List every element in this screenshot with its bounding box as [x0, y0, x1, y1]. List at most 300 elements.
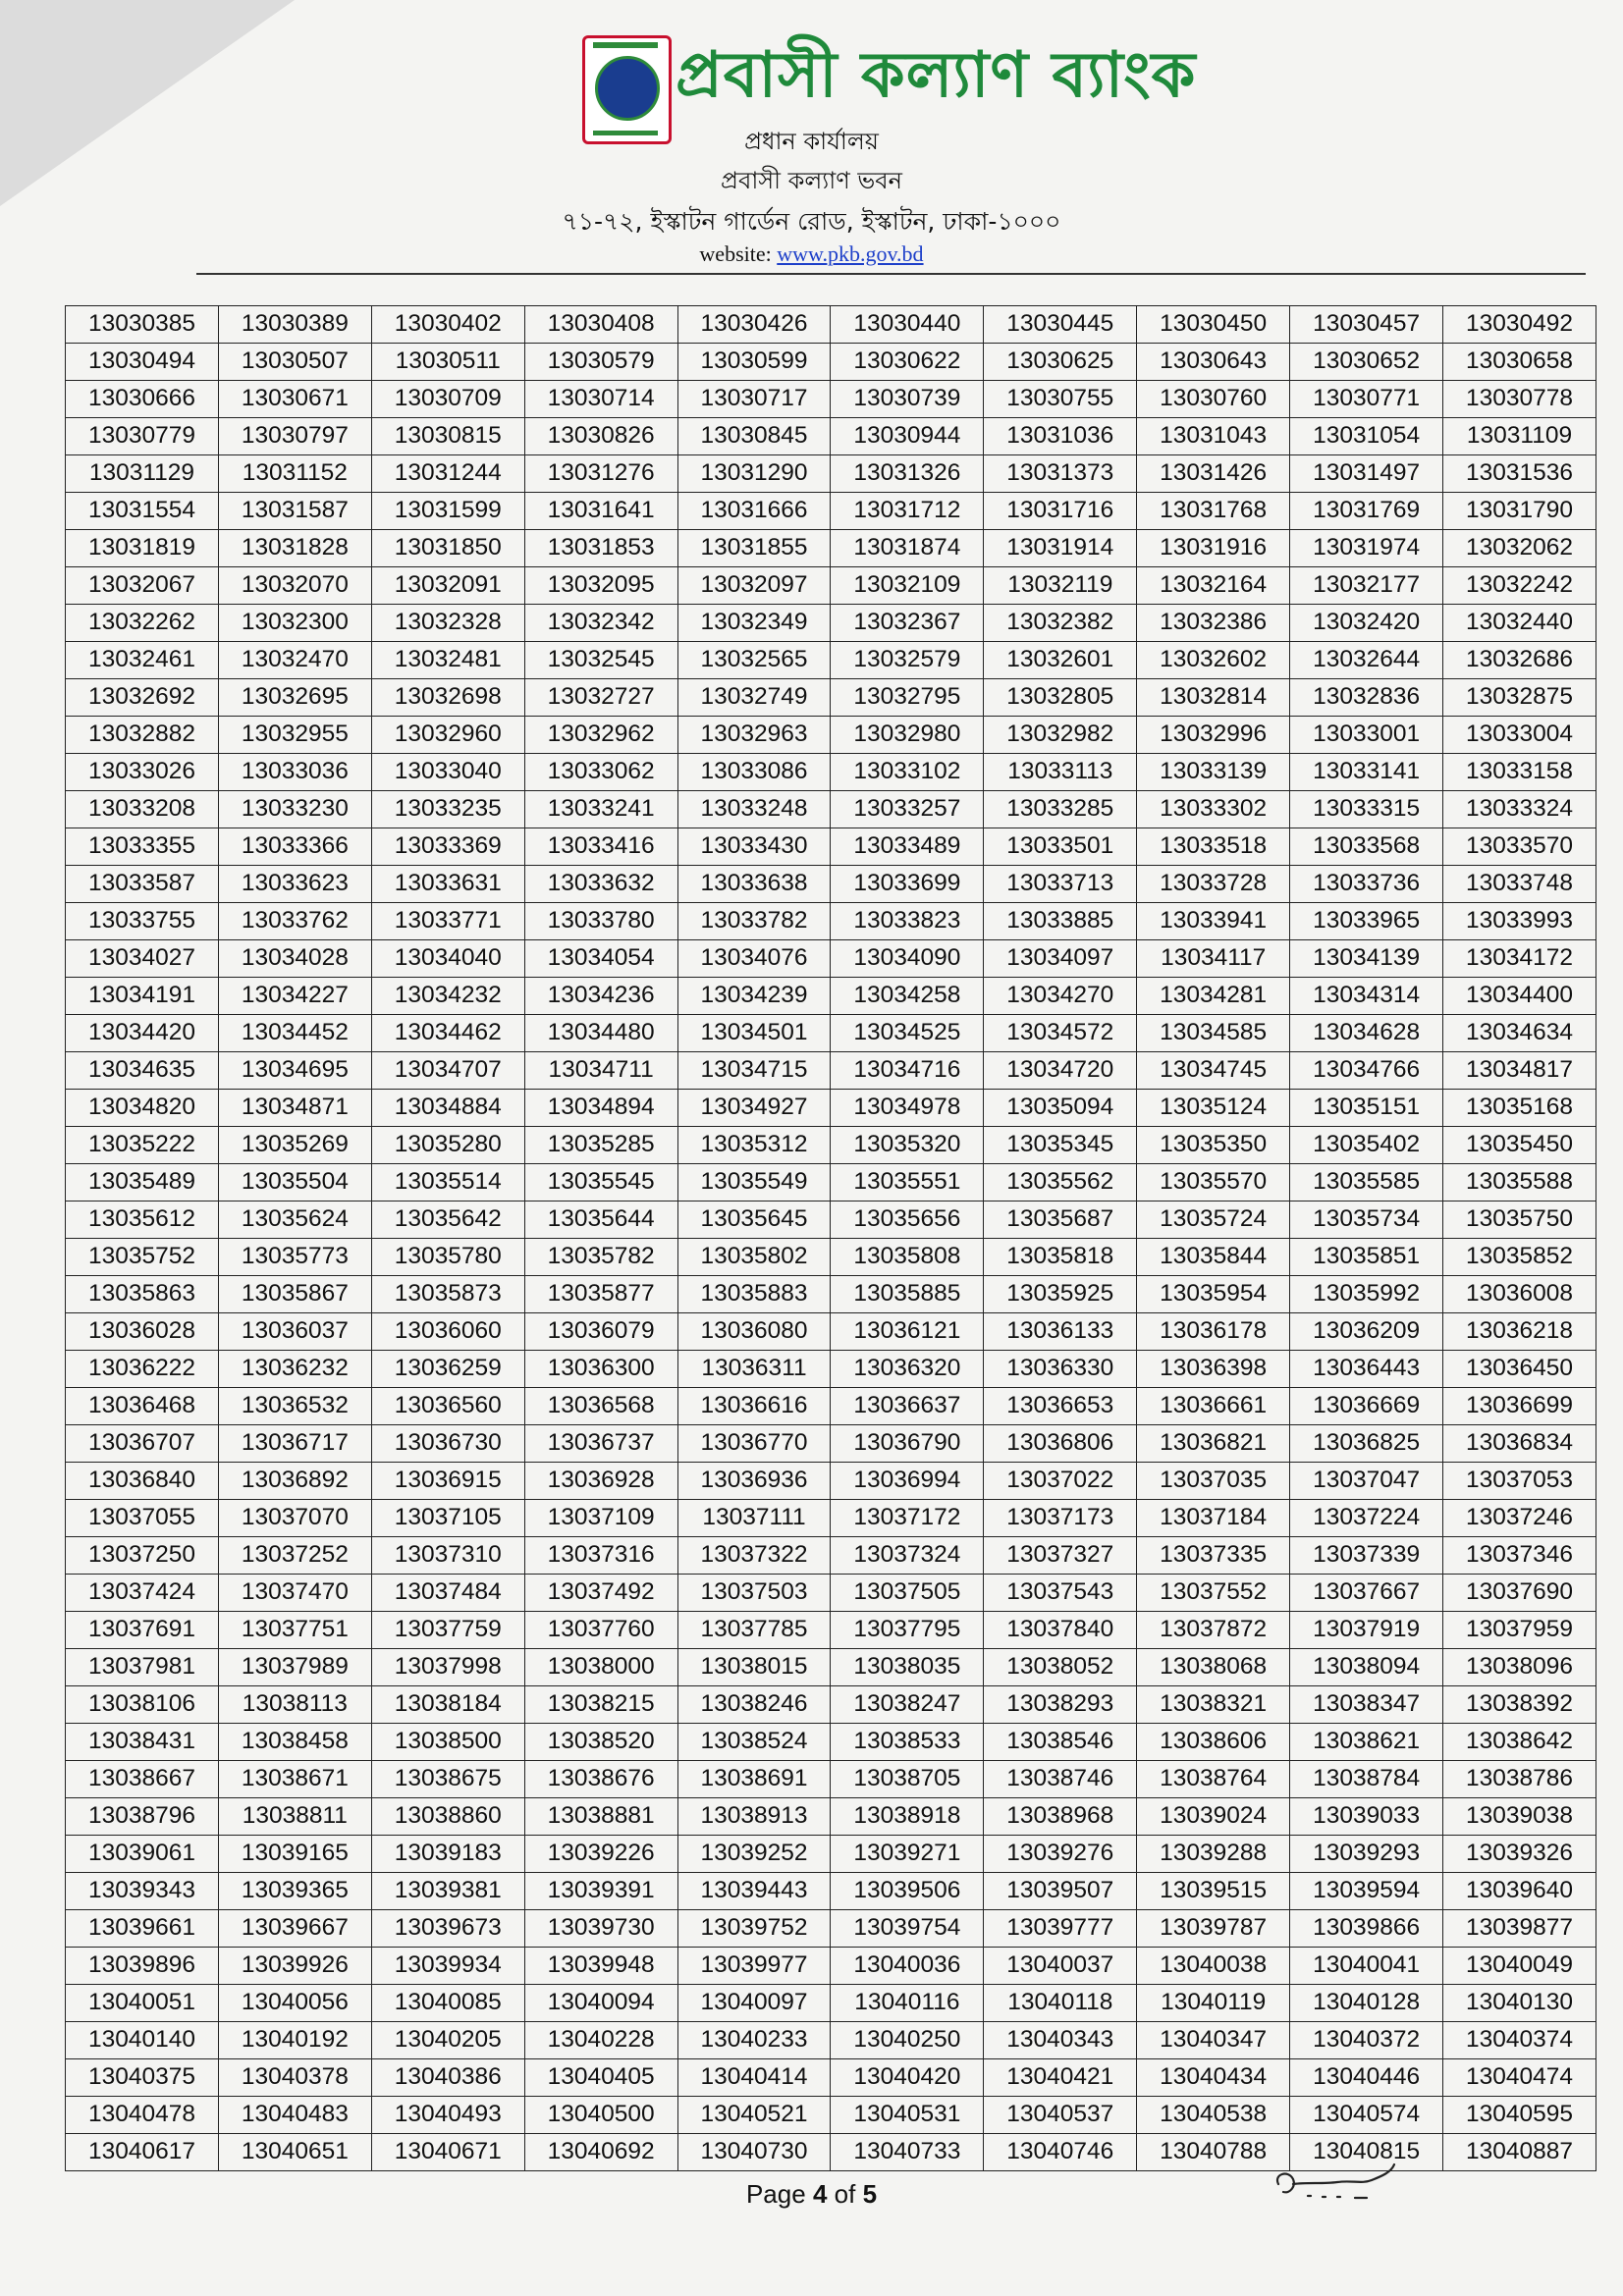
table-cell: 13038918 — [831, 1798, 984, 1836]
table-cell: 13038293 — [984, 1686, 1137, 1724]
table-cell: 13032749 — [677, 679, 831, 717]
table-cell: 13037989 — [218, 1649, 371, 1686]
table-cell: 13038968 — [984, 1798, 1137, 1836]
table-cell: 13032875 — [1443, 679, 1596, 717]
table-cell: 13034097 — [984, 940, 1137, 978]
table-row — [66, 1948, 1596, 1985]
table-cell: 13036300 — [524, 1351, 677, 1388]
table-cell: 13030666 — [66, 381, 219, 418]
table-cell: 13033623 — [218, 866, 371, 903]
table-cell: 13031716 — [984, 493, 1137, 530]
table-cell: 13033570 — [1443, 828, 1596, 866]
table-cell: 13037470 — [218, 1575, 371, 1612]
table-cell: 13037760 — [524, 1612, 677, 1649]
table-cell: 13034585 — [1137, 1015, 1290, 1052]
table-cell: 13034191 — [66, 978, 219, 1015]
table-cell: 13035644 — [524, 1201, 677, 1239]
table-row — [66, 642, 1596, 679]
table-row — [66, 828, 1596, 866]
table-cell: 13034715 — [677, 1052, 831, 1090]
table-cell: 13036218 — [1443, 1313, 1596, 1351]
table-cell: 13037795 — [831, 1612, 984, 1649]
table-cell: 13033713 — [984, 866, 1137, 903]
table-cell: 13035802 — [677, 1239, 831, 1276]
table-cell: 13040140 — [66, 2022, 219, 2059]
table-cell: 13032565 — [677, 642, 831, 679]
table-cell: 13034628 — [1290, 1015, 1443, 1052]
table-cell: 13031712 — [831, 493, 984, 530]
table-cell: 13036568 — [524, 1388, 677, 1425]
table-cell: 13037324 — [831, 1537, 984, 1575]
table-cell: 13035570 — [1137, 1164, 1290, 1201]
table-cell: 13040730 — [677, 2134, 831, 2171]
table-cell: 13033141 — [1290, 754, 1443, 791]
table-cell: 13040378 — [218, 2059, 371, 2097]
table-cell: 13039271 — [831, 1836, 984, 1873]
table-cell: 13040347 — [1137, 2022, 1290, 2059]
table-cell: 13036928 — [524, 1463, 677, 1500]
table-cell: 13037751 — [218, 1612, 371, 1649]
table-cell: 13038052 — [984, 1649, 1137, 1686]
table-cell: 13038764 — [1137, 1761, 1290, 1798]
table-row — [66, 1873, 1596, 1910]
table-cell: 13033026 — [66, 754, 219, 791]
table-cell: 13039276 — [984, 1836, 1137, 1873]
table-cell: 13039926 — [218, 1948, 371, 1985]
table-cell: 13031426 — [1137, 455, 1290, 493]
table-cell: 13038675 — [371, 1761, 524, 1798]
table-cell: 13039730 — [524, 1910, 677, 1948]
table-cell: 13036060 — [371, 1313, 524, 1351]
table-cell: 13035885 — [831, 1276, 984, 1313]
table-cell: 13038784 — [1290, 1761, 1443, 1798]
table-cell: 13034927 — [677, 1090, 831, 1127]
table-cell: 13032481 — [371, 642, 524, 679]
table-cell: 13037691 — [66, 1612, 219, 1649]
table-cell: 13037173 — [984, 1500, 1137, 1537]
table-cell: 13037105 — [371, 1500, 524, 1537]
table-cell: 13040420 — [831, 2059, 984, 2097]
table-cell: 13030625 — [984, 344, 1137, 381]
table-row — [66, 306, 1596, 344]
table-cell: 13033248 — [677, 791, 831, 828]
table-cell: 13031373 — [984, 455, 1137, 493]
table-cell: 13033315 — [1290, 791, 1443, 828]
table-cell: 13039948 — [524, 1948, 677, 1985]
address: ৭১-৭২, ইস্কাটন গার্ডেন রোড, ইস্কাটন, ঢাকা-১০০০ — [562, 207, 1061, 236]
table-cell: 13036468 — [66, 1388, 219, 1425]
table-cell: 13035873 — [371, 1276, 524, 1313]
table-cell: 13032602 — [1137, 642, 1290, 679]
table-cell: 13038533 — [831, 1724, 984, 1761]
table-cell: 13033631 — [371, 866, 524, 903]
table-cell: 13037759 — [371, 1612, 524, 1649]
table-cell: 13037327 — [984, 1537, 1137, 1575]
table-cell: 13031276 — [524, 455, 677, 493]
table-cell: 13033568 — [1290, 828, 1443, 866]
table-cell: 13032349 — [677, 605, 831, 642]
table-cell: 13030507 — [218, 344, 371, 381]
table-cell: 13032461 — [66, 642, 219, 679]
table-cell: 13036398 — [1137, 1351, 1290, 1388]
table-cell: 13034817 — [1443, 1052, 1596, 1090]
table-cell: 13037959 — [1443, 1612, 1596, 1649]
table-cell: 13032242 — [1443, 567, 1596, 605]
table-cell: 13035645 — [677, 1201, 831, 1239]
table-cell: 13040192 — [218, 2022, 371, 2059]
table-cell: 13040228 — [524, 2022, 677, 2059]
table-cell: 13033587 — [66, 866, 219, 903]
table-cell: 13033285 — [984, 791, 1137, 828]
table-cell: 13037316 — [524, 1537, 677, 1575]
table-cell: 13034707 — [371, 1052, 524, 1090]
table-cell: 13034420 — [66, 1015, 219, 1052]
table-cell: 13038691 — [677, 1761, 831, 1798]
table-cell: 13033762 — [218, 903, 371, 940]
table-cell: 13033699 — [831, 866, 984, 903]
id-table — [65, 305, 1596, 2171]
table-cell: 13034117 — [1137, 940, 1290, 978]
table-cell: 13040815 — [1290, 2134, 1443, 2171]
table-cell: 13037998 — [371, 1649, 524, 1686]
table-cell: 13031152 — [218, 455, 371, 493]
table-cell: 13030622 — [831, 344, 984, 381]
table-cell: 13033241 — [524, 791, 677, 828]
table-cell: 13030779 — [66, 418, 219, 455]
table-cell: 13032982 — [984, 717, 1137, 754]
table-cell: 13037981 — [66, 1649, 219, 1686]
table-cell: 13036008 — [1443, 1276, 1596, 1313]
table-cell: 13031914 — [984, 530, 1137, 567]
table-cell: 13040130 — [1443, 1985, 1596, 2022]
table-cell: 13036834 — [1443, 1425, 1596, 1463]
table-cell: 13030717 — [677, 381, 831, 418]
table-cell: 13036560 — [371, 1388, 524, 1425]
table-cell: 13034462 — [371, 1015, 524, 1052]
table-cell: 13037785 — [677, 1612, 831, 1649]
table-cell: 13034766 — [1290, 1052, 1443, 1090]
table-cell: 13040538 — [1137, 2097, 1290, 2134]
table-cell: 13036730 — [371, 1425, 524, 1463]
table-cell: 13040085 — [371, 1985, 524, 2022]
table-cell: 13036936 — [677, 1463, 831, 1500]
table-cell: 13037310 — [371, 1537, 524, 1575]
table-cell: 13035773 — [218, 1239, 371, 1276]
table-cell: 13038347 — [1290, 1686, 1443, 1724]
table-cell: 13039515 — [1137, 1873, 1290, 1910]
table-cell: 13032692 — [66, 679, 219, 717]
table-cell: 13040531 — [831, 2097, 984, 2134]
table-cell: 13034635 — [66, 1052, 219, 1090]
table-cell: 13032097 — [677, 567, 831, 605]
table-cell: 13030426 — [677, 306, 831, 344]
table-cell: 13040118 — [984, 1985, 1137, 2022]
table-cell: 13030450 — [1137, 306, 1290, 344]
table-cell: 13040537 — [984, 2097, 1137, 2134]
table-cell: 13030778 — [1443, 381, 1596, 418]
table-cell: 13035780 — [371, 1239, 524, 1276]
table-cell: 13031850 — [371, 530, 524, 567]
table-cell: 13035350 — [1137, 1127, 1290, 1164]
table-cell: 13034695 — [218, 1052, 371, 1090]
table-cell: 13035489 — [66, 1164, 219, 1201]
table-cell: 13035782 — [524, 1239, 677, 1276]
table-cell: 13036892 — [218, 1463, 371, 1500]
table-cell: 13035752 — [66, 1239, 219, 1276]
table-cell: 13032177 — [1290, 567, 1443, 605]
table-row — [66, 978, 1596, 1015]
table-cell: 13032795 — [831, 679, 984, 717]
table-row — [66, 1612, 1596, 1649]
table-cell: 13039640 — [1443, 1873, 1596, 1910]
table-cell: 13033993 — [1443, 903, 1596, 940]
table-cell: 13038705 — [831, 1761, 984, 1798]
table-cell: 13033518 — [1137, 828, 1290, 866]
table-cell: 13039934 — [371, 1948, 524, 1985]
table-cell: 13034139 — [1290, 940, 1443, 978]
table-cell: 13036653 — [984, 1388, 1137, 1425]
table-cell: 13038431 — [66, 1724, 219, 1761]
table-cell: 13038458 — [218, 1724, 371, 1761]
table-cell: 13036770 — [677, 1425, 831, 1463]
table-cell: 13032067 — [66, 567, 219, 605]
table-cell: 13035585 — [1290, 1164, 1443, 1201]
table-cell: 13033102 — [831, 754, 984, 791]
table-row — [66, 1127, 1596, 1164]
table-cell: 13034400 — [1443, 978, 1596, 1015]
table-cell: 13030408 — [524, 306, 677, 344]
table-cell: 13034480 — [524, 1015, 677, 1052]
table-cell: 13037667 — [1290, 1575, 1443, 1612]
table-cell: 13031853 — [524, 530, 677, 567]
table-cell: 13034236 — [524, 978, 677, 1015]
table-cell: 13037111 — [677, 1500, 831, 1537]
table-cell: 13034227 — [218, 978, 371, 1015]
table-cell: 13033062 — [524, 754, 677, 791]
table-cell: 13036259 — [371, 1351, 524, 1388]
table-cell: 13040250 — [831, 2022, 984, 2059]
table-cell: 13039594 — [1290, 1873, 1443, 1910]
table-row — [66, 1798, 1596, 1836]
table-row — [66, 1537, 1596, 1575]
table-cell: 13035551 — [831, 1164, 984, 1201]
table-cell: 13031054 — [1290, 418, 1443, 455]
table-cell: 13035285 — [524, 1127, 677, 1164]
table-cell: 13032328 — [371, 605, 524, 642]
table-cell: 13037055 — [66, 1500, 219, 1537]
table-cell: 13033004 — [1443, 717, 1596, 754]
table-row — [66, 1015, 1596, 1052]
table-cell: 13034028 — [218, 940, 371, 978]
table-cell: 13030402 — [371, 306, 524, 344]
table-cell: 13032695 — [218, 679, 371, 717]
table-row — [66, 1836, 1596, 1873]
table-cell: 13033158 — [1443, 754, 1596, 791]
table-cell: 13040434 — [1137, 2059, 1290, 2097]
table-cell: 13033139 — [1137, 754, 1290, 791]
table-cell: 13036669 — [1290, 1388, 1443, 1425]
table-cell: 13037335 — [1137, 1537, 1290, 1575]
header-divider — [196, 273, 1586, 275]
table-cell: 13032955 — [218, 717, 371, 754]
table-row — [66, 903, 1596, 940]
table-row — [66, 344, 1596, 381]
website-line — [0, 241, 1623, 267]
table-cell: 13030658 — [1443, 344, 1596, 381]
table-cell: 13036178 — [1137, 1313, 1290, 1351]
table-cell: 13040036 — [831, 1948, 984, 1985]
table-cell: 13040746 — [984, 2134, 1137, 2171]
table-cell: 13038860 — [371, 1798, 524, 1836]
table-cell: 13030797 — [218, 418, 371, 455]
table-cell: 13030494 — [66, 344, 219, 381]
table-cell: 13037047 — [1290, 1463, 1443, 1500]
letterhead — [0, 14, 1623, 274]
table-cell: 13036806 — [984, 1425, 1137, 1463]
table-cell: 13030652 — [1290, 344, 1443, 381]
table-cell: 13032342 — [524, 605, 677, 642]
table-cell: 13037246 — [1443, 1500, 1596, 1537]
table-cell: 13034027 — [66, 940, 219, 978]
table-cell: 13032262 — [66, 605, 219, 642]
table-cell: 13034076 — [677, 940, 831, 978]
table-row — [66, 1910, 1596, 1948]
table-cell: 13035612 — [66, 1201, 219, 1239]
table-cell: 13031290 — [677, 455, 831, 493]
table-cell: 13031874 — [831, 530, 984, 567]
table-row — [66, 1313, 1596, 1351]
table-cell: 13037224 — [1290, 1500, 1443, 1537]
website-link[interactable]: www.pkb.gov.bd — [777, 241, 924, 266]
table-cell: 13032836 — [1290, 679, 1443, 717]
table-cell: 13036790 — [831, 1425, 984, 1463]
table-cell: 13037184 — [1137, 1500, 1290, 1537]
table-cell: 13038676 — [524, 1761, 677, 1798]
table-cell: 13034090 — [831, 940, 984, 978]
table-cell: 13035750 — [1443, 1201, 1596, 1239]
table-cell: 13030579 — [524, 344, 677, 381]
table-cell: 13040617 — [66, 2134, 219, 2171]
table-row — [66, 1761, 1596, 1798]
table-cell: 13031244 — [371, 455, 524, 493]
table-cell: 13040116 — [831, 1985, 984, 2022]
table-cell: 13039507 — [984, 1873, 1137, 1910]
table-cell: 13040474 — [1443, 2059, 1596, 2097]
table-cell: 13034270 — [984, 978, 1137, 1015]
website-label: website: — [699, 241, 772, 266]
table-cell: 13031916 — [1137, 530, 1290, 567]
table-cell: 13036037 — [218, 1313, 371, 1351]
table-cell: 13033366 — [218, 828, 371, 866]
table-cell: 13040493 — [371, 2097, 524, 2134]
table-row — [66, 2097, 1596, 2134]
table-cell: 13033235 — [371, 791, 524, 828]
table-cell: 13037322 — [677, 1537, 831, 1575]
signature — [1269, 2155, 1416, 2214]
table-cell: 13032579 — [831, 642, 984, 679]
table-cell: 13035656 — [831, 1201, 984, 1239]
table-cell: 13033489 — [831, 828, 984, 866]
table-cell: 13032698 — [371, 679, 524, 717]
table-cell: 13036121 — [831, 1313, 984, 1351]
table-cell: 13037070 — [218, 1500, 371, 1537]
table-cell: 13039226 — [524, 1836, 677, 1873]
table-cell: 13040574 — [1290, 2097, 1443, 2134]
table-cell: 13030385 — [66, 306, 219, 344]
table-cell: 13040887 — [1443, 2134, 1596, 2171]
table-cell: 13040205 — [371, 2022, 524, 2059]
table-cell: 13030826 — [524, 418, 677, 455]
table-cell: 13030457 — [1290, 306, 1443, 344]
table-cell: 13033728 — [1137, 866, 1290, 903]
table-cell: 13031855 — [677, 530, 831, 567]
table-cell: 13037503 — [677, 1575, 831, 1612]
table-cell: 13037505 — [831, 1575, 984, 1612]
table-cell: 13030739 — [831, 381, 984, 418]
table-cell: 13039673 — [371, 1910, 524, 1948]
table-cell: 13030671 — [218, 381, 371, 418]
table-cell: 13035883 — [677, 1276, 831, 1313]
table-cell: 13039661 — [66, 1910, 219, 1948]
table-cell: 13039752 — [677, 1910, 831, 1948]
table-cell: 13032962 — [524, 717, 677, 754]
table-cell: 13033965 — [1290, 903, 1443, 940]
table-cell: 13039787 — [1137, 1910, 1290, 1948]
table-cell: 13037840 — [984, 1612, 1137, 1649]
table-row — [66, 1388, 1596, 1425]
table-cell: 13036699 — [1443, 1388, 1596, 1425]
table-cell: 13037035 — [1137, 1463, 1290, 1500]
table-cell: 13037250 — [66, 1537, 219, 1575]
table-cell: 13032882 — [66, 717, 219, 754]
table-cell: 13035867 — [218, 1276, 371, 1313]
table-row — [66, 1724, 1596, 1761]
table-cell: 13033086 — [677, 754, 831, 791]
table-cell: 13033113 — [984, 754, 1137, 791]
table-cell: 13035549 — [677, 1164, 831, 1201]
table-cell: 13032164 — [1137, 567, 1290, 605]
table-cell: 13036717 — [218, 1425, 371, 1463]
table-cell: 13034871 — [218, 1090, 371, 1127]
table-cell: 13034040 — [371, 940, 524, 978]
table-cell: 13039033 — [1290, 1798, 1443, 1836]
table-cell: 13038667 — [66, 1761, 219, 1798]
table-cell: 13039777 — [984, 1910, 1137, 1948]
table-cell: 13031641 — [524, 493, 677, 530]
table-cell: 13037492 — [524, 1575, 677, 1612]
table-cell: 13038215 — [524, 1686, 677, 1724]
table-cell: 13033302 — [1137, 791, 1290, 828]
table-cell: 13035222 — [66, 1127, 219, 1164]
table-cell: 13035345 — [984, 1127, 1137, 1164]
table-row — [66, 530, 1596, 567]
table-cell: 13031666 — [677, 493, 831, 530]
table-cell: 13033208 — [66, 791, 219, 828]
table-cell: 13035504 — [218, 1164, 371, 1201]
bank-name: প্রবাসী কল্যাণ ব্যাংক — [676, 38, 1197, 112]
table-row — [66, 1052, 1596, 1090]
table-cell: 13033780 — [524, 903, 677, 940]
table-row — [66, 1201, 1596, 1239]
table-cell: 13031790 — [1443, 493, 1596, 530]
table-cell: 13030714 — [524, 381, 677, 418]
table-cell: 13037552 — [1137, 1575, 1290, 1612]
table-cell: 13036821 — [1137, 1425, 1290, 1463]
table-cell: 13032980 — [831, 717, 984, 754]
table-cell: 13038500 — [371, 1724, 524, 1761]
table-cell: 13035863 — [66, 1276, 219, 1313]
table-cell: 13035269 — [218, 1127, 371, 1164]
